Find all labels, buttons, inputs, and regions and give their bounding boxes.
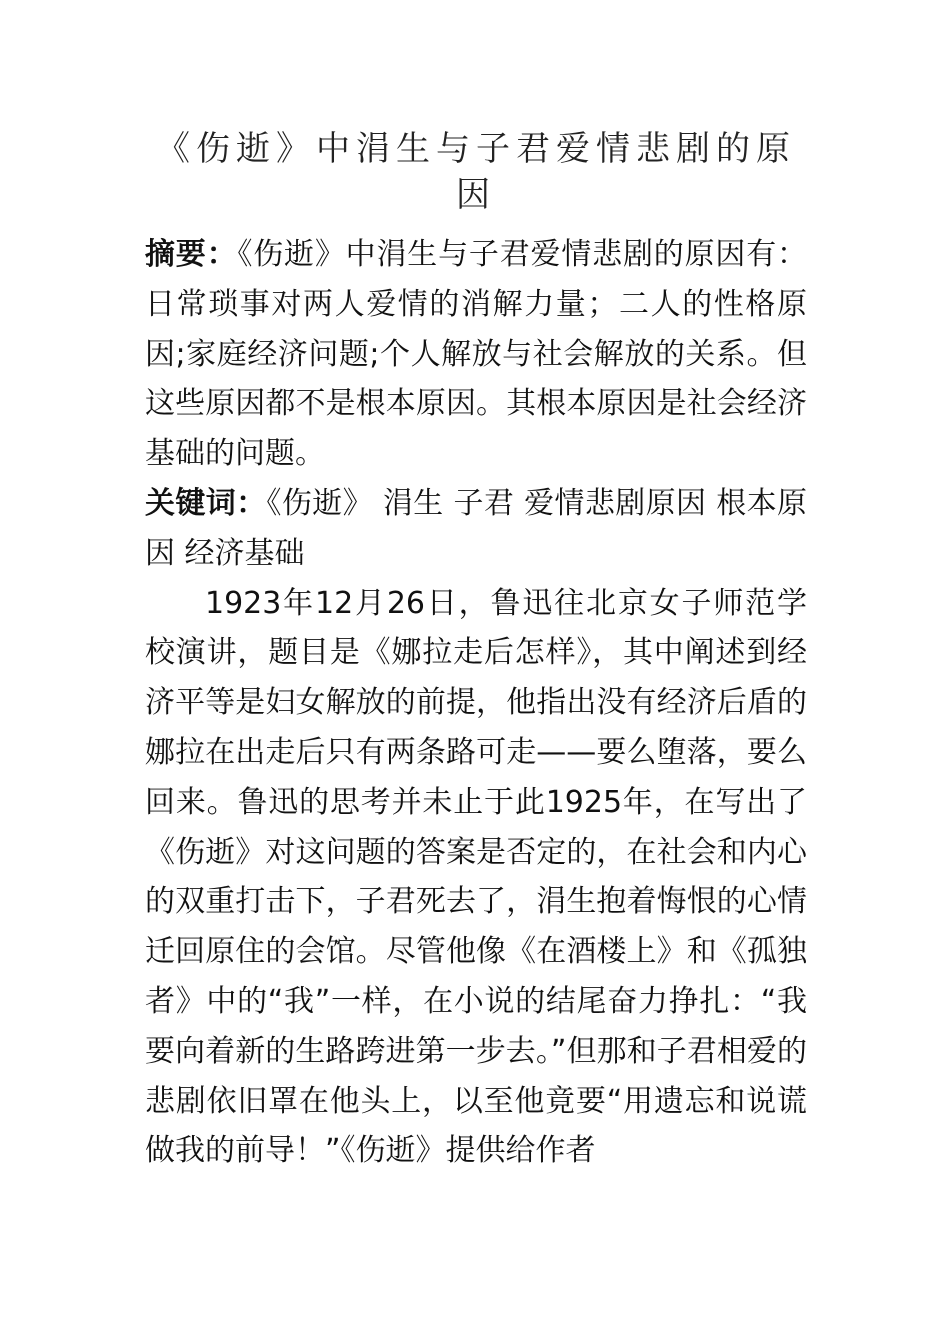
keywords-label: 关键词： xyxy=(145,485,267,521)
keywords-paragraph xyxy=(145,479,807,579)
abstract-text: 《伤逝》中涓生与子君爱情悲剧的原因有：日常琐事对两人爱情的消解力量；二人的性格原因;家庭经济问题;个人解放与社会解放的关系。但这些原因都不是根本原因。其根本原因是社会经济基础的问题。 xyxy=(145,237,808,472)
document-content xyxy=(145,126,807,1176)
body-paragraph: 1923年12月26日，鲁迅往北京女子师范学校演讲，题目是《娜拉走后怎样》，其中阐述到经济平等是妇女解放的前提，他指出没有经济后盾的娜拉在出走后只有两条路可走——要么堕落，要么回来。鲁迅的思考并未止于此1925年，在写出了《伤逝》对这问题的答案是否定的，在社会和内心的双重打击下，子君死去了，涓生抱着悔恨的心情迁回原住的会馆。尽管他像《在酒楼上》和《孤独者》中的“我”一样，在小说的结尾奋力挣扎：“我要向着新的生路跨进第一步去。”但那和子君相爱的悲剧依旧罩在他头上，以至他竟要“用遗忘和说谎做我的前导！”《伤逝》提供给作者 xyxy=(145,585,807,1169)
abstract-label: 摘要： xyxy=(145,237,238,272)
document-title: 《伤逝》中涓生与子君爱情悲剧的原因 xyxy=(156,129,796,215)
abstract-paragraph xyxy=(145,230,807,479)
keywords-text: 《伤逝》 涓生 子君 爱情悲剧原因 根本原因 经济基础 xyxy=(145,485,807,571)
